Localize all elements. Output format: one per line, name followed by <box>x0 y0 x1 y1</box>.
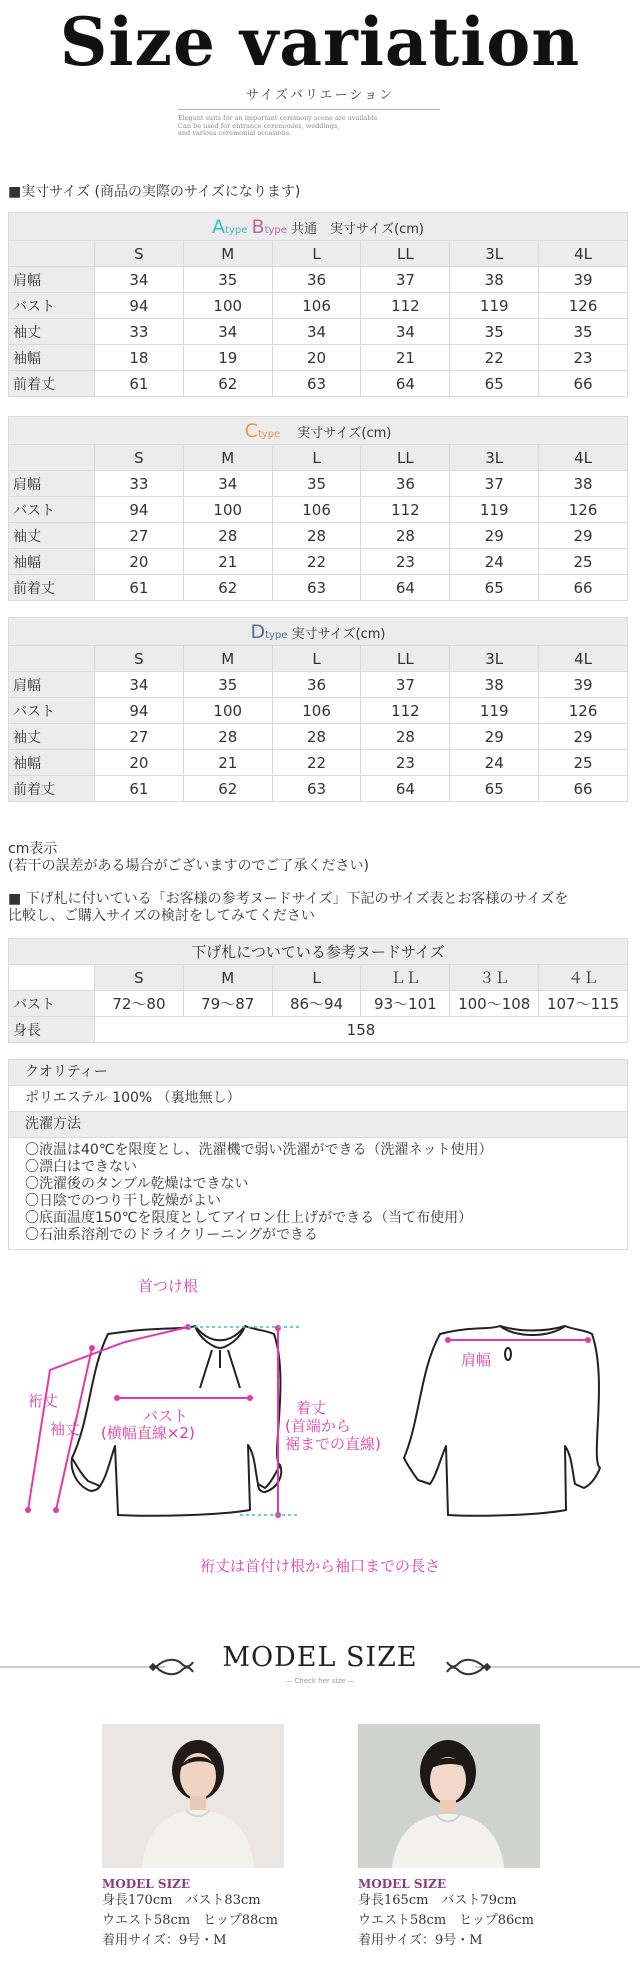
washing-heading: 洗濯方法 <box>9 1112 627 1138</box>
model-photo-1 <box>102 1724 284 1868</box>
model-photo-2 <box>358 1724 540 1868</box>
table-row: 身長 158 <box>9 1017 628 1043</box>
model-info-1: MODEL SIZE 身長170cm バスト83cm ウエスト58cm ヒップ88cm 着用サイズ：9号・M <box>102 1877 278 1948</box>
neck-label: 首つけ根 <box>138 1277 199 1295</box>
table-row: バスト 94 100 106 112 119 126 <box>9 698 628 724</box>
yuki-label: 裄丈 <box>28 1392 59 1410</box>
table-row: 前着丈 61 62 63 64 65 66 <box>9 776 628 802</box>
bust-sub-label: (横幅直線×2) <box>101 1424 195 1442</box>
cm-note: cm表示 (若干の誤差がある場合がございますのでご了承ください) <box>8 841 369 874</box>
table-caption: Atype Btype 共通 実寸サイズ(cm) <box>9 213 628 241</box>
size-table-ab <box>8 212 628 397</box>
table-row: バスト 94 100 106 112 119 126 <box>9 293 628 319</box>
table-row: 前着丈 61 62 63 64 65 66 <box>9 371 628 397</box>
model-info-2: MODEL SIZE 身長165cm バスト79cm ウエスト58cm ヒップ86cm 着用サイズ：9号・M <box>358 1877 534 1948</box>
table-row: 肩幅 33 34 35 36 37 38 <box>9 471 628 497</box>
table-row: バスト 72〜80 79〜87 86〜94 93〜101 100〜108 107〜115 <box>9 991 628 1017</box>
size-table-c <box>8 416 628 601</box>
title-divider <box>178 109 440 110</box>
model-section-subtitle: — Check her size — <box>285 1677 355 1685</box>
diagram-caption: 裄丈は首付け根から袖口までの長さ <box>199 1557 440 1575</box>
model-section-title: MODEL SIZE <box>222 1642 418 1673</box>
quality-value: ポリエステル 100% （裏地無し） <box>9 1086 627 1112</box>
length-sub-label-2: 裾までの直線) <box>285 1435 381 1453</box>
nude-size-table <box>8 938 628 1043</box>
table-caption: 下げ札についている参考ヌードサイズ <box>9 939 628 965</box>
size-header-row: S M L LL 3L 4L <box>9 646 628 672</box>
table-row: 袖幅 20 21 22 23 24 25 <box>9 549 628 575</box>
table-caption: Ctype 実寸サイズ(cm) <box>9 417 628 445</box>
table-row: 前着丈 61 62 63 64 65 66 <box>9 575 628 601</box>
bust-label: バスト <box>143 1407 189 1425</box>
actual-size-heading: ■実寸サイズ (商品の実際のサイズになります) <box>8 184 301 200</box>
quality-heading: クオリティー <box>9 1060 627 1086</box>
size-header-row: S M L ＬＬ ３Ｌ ４Ｌ <box>9 965 628 991</box>
sleeve-length-label: 袖丈 <box>50 1420 81 1438</box>
length-sub-label-1: (首端から <box>285 1417 351 1435</box>
table-caption: Dtype 実寸サイズ(cm) <box>9 618 628 646</box>
nude-size-heading: ■ 下げ札に付いている「お客様の参考ヌードサイズ」下記のサイズ表とお客様のサイズを 比較し、ご購入サイズの検討をしてみてください <box>8 891 569 924</box>
page-subtitle: サイズバリエーション <box>245 88 395 103</box>
size-table-d <box>8 617 628 802</box>
back-blouse-drawing <box>404 1326 600 1516</box>
table-row: 肩幅 34 35 36 37 38 39 <box>9 672 628 698</box>
quality-box <box>8 1059 628 1250</box>
table-row: 袖丈 27 28 28 28 29 29 <box>9 523 628 549</box>
size-header-row: S M L LL 3L 4L <box>9 445 628 471</box>
table-row: バスト 94 100 106 112 119 126 <box>9 497 628 523</box>
size-header-row: S M L LL 3L 4L <box>9 241 628 267</box>
guide-lines <box>188 1327 300 1515</box>
shoulder-label: 肩幅 <box>461 1351 492 1369</box>
header-note: Elegant suits for an important ceremony scene are available Can be used for entrance ceremonies, weddings, and various ceremonial occasions. <box>178 114 378 137</box>
page-title: Size variation <box>59 3 581 81</box>
table-row: 袖幅 20 21 22 23 24 25 <box>9 750 628 776</box>
table-row: 袖丈 27 28 28 28 29 29 <box>9 724 628 750</box>
table-row: 袖丈 33 34 34 34 35 35 <box>9 319 628 345</box>
length-label: 着丈 <box>296 1399 327 1417</box>
table-row: 肩幅 34 35 36 37 38 39 <box>9 267 628 293</box>
washing-instructions: 〇液温は40℃を限度とし、洗濯機で弱い洗濯ができる（洗濯ネット使用） 〇漂白はできない 〇洗濯後のタンブル乾燥はできない 〇日陰でのつり干し乾燥がよい 〇底面温度150℃を限度としてアイロン仕上げができる（当て布使用） 〇石油系溶剤でのドライクリーニングができる <box>25 1142 493 1243</box>
table-row: 袖幅 18 19 20 21 22 23 <box>9 345 628 371</box>
